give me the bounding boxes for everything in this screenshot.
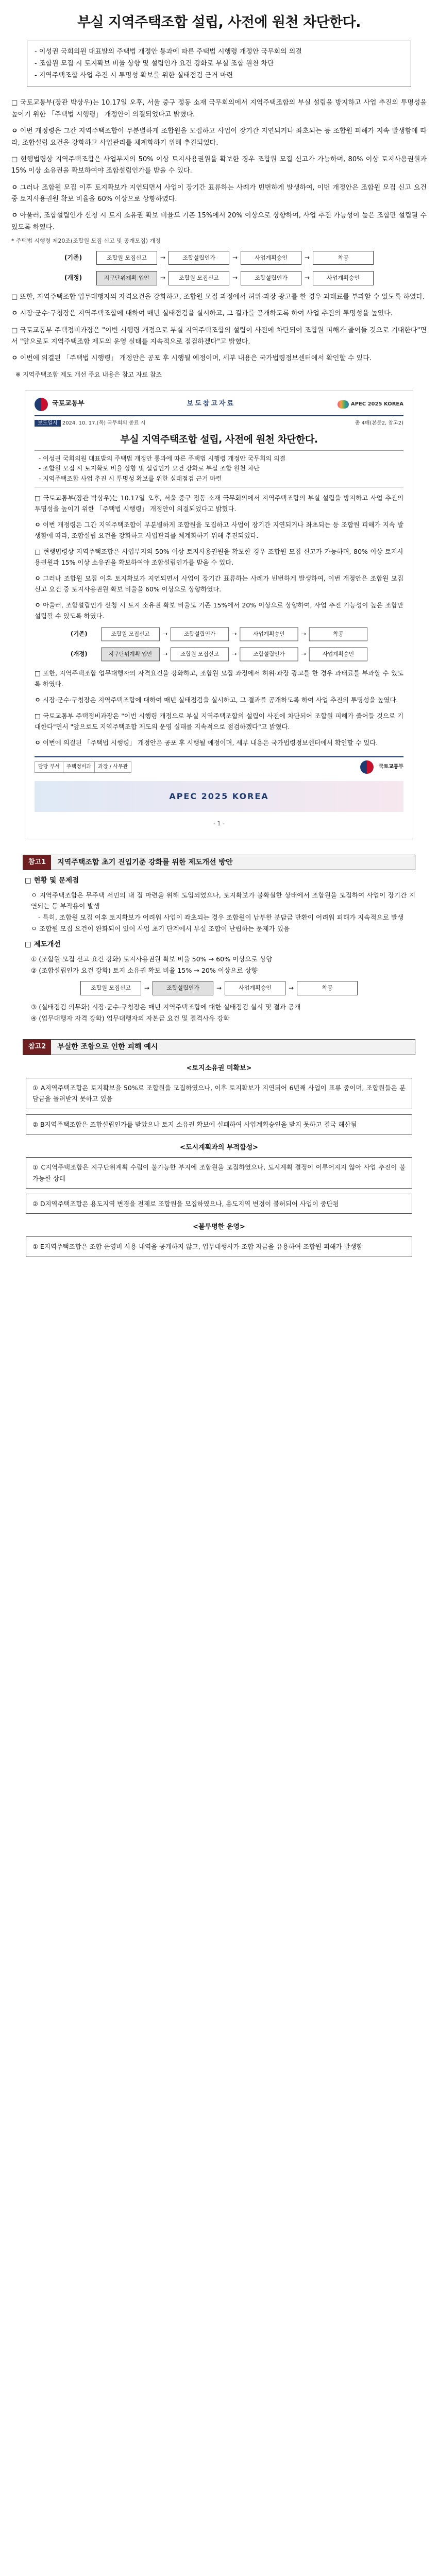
case-box: ② B지역주택조합은 조합설립인가를 받았으나 토지 소유권 확보에 실패하여 사업계획승인을 받지 못하고 결국 해산됨 [26, 1114, 412, 1134]
press-summary: - 이성권 국회의원 대표발의 주택법 개정안 통과에 따른 주택법 시행령 개정안 국무회의 의결 - 조합원 모집 시 토지확보 비율 상향 및 설립인가 요건 강화로 부실 조합 원천 차단 - 지역주택조합 사업 추진 시 투명성 확보를 위한 실태점검 근거 마련 [35, 450, 403, 487]
date-badge: 보도일시 [35, 420, 61, 427]
press-paragraph: □ 국토교통부(장관 박상우)는 10.17일 오후, 서울 중구 정동 소재 국무회의에서 지역주택조합의 부실 설립을 방지하고 사업 추진의 투명성을 높이기 위한 「주택법 시행령」 개정안이 의결되었다고 밝혔다. [35, 494, 404, 513]
press-flow-after: (개정) 지구단위계획 입안 → 조합원 모집신고 → 조합설립인가 → 사업계획승인 [42, 648, 396, 661]
list-item: ④ (업무대행자 자격 강화) 업무대행자의 자본금 요건 및 결격사유 강화 [31, 1014, 230, 1022]
apec-mark-icon [338, 400, 349, 409]
press-paragraph: □ 국토교통부 주택정비과장은 "이번 시행령 개정으로 부실 지역주택조합의 설립이 사전에 차단되어 조합원 피해가 줄어들 것으로 기대한다"면서 "앞으로도 지역주택조합 제도의 운영 실태를 지속적으로 점검하겠다"고 밝혔다. [35, 711, 403, 731]
body-paragraph: □ 국토교통부 주택정비과장은 "이번 시행령 개정으로 부실 지역주택조합의 설립이 사전에 차단되어 조합원 피해가 줄어들 것으로 기대한다"면서 "앞으로도 지역주택조합 제도의 운영 실태를 지속적으로 점검하겠다"고 밝혔다. [11, 326, 427, 346]
apec-banner: APEC 2025 KOREA [35, 781, 403, 812]
press-paragraph: □ 또한, 지역주택조합 업무대행자의 자격요건을 강화하고, 조합원 모집 과정에서 허위·과장 광고를 한 경우 과태료를 부과할 수 있도록 하였다. [35, 669, 403, 688]
page-number: - 1 - [213, 820, 225, 827]
body-paragraph: □ 현행법령상 지역주택조합은 사업부지의 50% 이상 토지사용권원을 확보한 경우 조합원 모집 신고가 가능하며, 80% 이상 토지사용권원과 15% 이상 소유권을 확보하여야 조합설립인가를 받을 수 있다. [11, 155, 427, 175]
case-box: ② D지역주택조합은 용도지역 변경을 전제로 조합원을 모집하였으나, 용도지역 변경이 불허되어 사업이 중단됨 [26, 1194, 412, 1214]
press-paragraph: ㅇ 시장·군수·구청장은 지역주택조합에 대하여 매년 실태점검을 실시하고, 그 결과를 공개하도록 하여 사업 추진의 투명성을 높였다. [35, 696, 398, 704]
press-flow-before: (기존) 조합원 모집신고 → 조합설립인가 → 사업계획승인 → 착공 [42, 627, 396, 640]
list-item: - 특히, 조합원 모집 이후 토지확보가 어려워 사업이 좌초되는 경우 조합원이 납부한 분담금 반환이 어려워 피해가 지속적으로 발생 [38, 913, 404, 922]
case-box: ① C지역주택조합은 지구단위계획 수립이 불가능한 부지에 조합원을 모집하였으나, 도시계획 결정이 이루어지지 않아 사업 추진이 불가능한 상태 [26, 1157, 412, 1188]
body-paragraph: ㅇ 그러나 조합원 모집 이후 토지확보가 지연되면서 사업이 장기간 표류하는 사례가 빈번하게 발생하여, 이번 개정안은 조합원 모집 신고 요건 중 토지사용권원 확보 비율을 60% 이상으로 상향하였다. [11, 183, 427, 203]
press-title: 부실 지역주택조합 설립, 사전에 원천 차단한다. [120, 433, 318, 445]
press-paragraph: ㅇ 그러나 조합원 모집 이후 토지확보가 지연되면서 사업이 장기간 표류하는 사례가 빈번하게 발생하여, 이번 개정안은 조합원 모집 신고 요건 중 토지사용권원 확보 비율을 60% 이상으로 상향하였다. [35, 574, 403, 594]
article-section [0, 0, 438, 380]
summary-line: - 조합원 모집 시 토지확보 비율 상향 및 설립인가 요건 강화로 부실 조합 원천 차단 [35, 59, 274, 67]
summary-line: - 이성권 국회의원 대표발의 주택법 개정안 통과에 따른 주택법 시행령 개정안 국무회의 의결 [35, 48, 302, 56]
reference-header: 참고1 지역주택조합 초기 진입기준 강화를 위한 제도개선 방안 [23, 855, 415, 870]
reference-1-section [0, 855, 438, 1024]
case-box: ① A지역주택조합은 토지확보율 50%로 조합원을 모집하였으나, 이후 토지확보가 지연되어 6년째 사업이 표류 중이며, 조합원들은 분담금을 돌려받지 못하고 있음 [26, 1078, 412, 1109]
government-emblem-icon [360, 760, 374, 774]
process-flow-before: (기존) 조합원 모집신고 → 조합설립인가 → 사업계획승인 → 착공 [11, 251, 427, 265]
press-paragraph: ㅇ 아울러, 조합설립인가 신청 시 토지 소유권 확보 비율도 기존 15%에서 20% 이상으로 상향하여, 사업 추진 가능성이 높은 조합만 설립될 수 있도록 하였다. [35, 601, 403, 620]
contact-table: 담당 부서 주택정비과 과장 / 사무관 [35, 761, 131, 773]
document-page [0, 0, 438, 1278]
section-heading: □ 제도개선 [25, 940, 61, 949]
case-category: <도시계획과의 부적합성> [180, 1143, 258, 1151]
list-item: ① (조합원 모집 신고 요건 강화) 토지사용권원 확보 비율 50% → 60% 이상으로 상향 [31, 955, 273, 963]
reference-header: 참고2 부실한 조합으로 인한 피해 예시 [23, 1039, 415, 1055]
press-paragraph: ㅇ 이번에 의결된 「주택법 시행령」 개정안은 공포 후 시행될 예정이며, 세부 내용은 국가법령정보센터에서 확인할 수 있다. [35, 739, 378, 747]
press-paragraph: ㅇ 이번 개정령은 그간 지역주택조합이 무분별하게 조합원을 모집하고 사업이 장기간 지연되거나 좌초되는 등 조합원 피해가 지속 발생함에 따라, 조합설립 요건을 강화하고 사업관리를 체계화하기 위해 추진되었다. [35, 520, 403, 539]
page-title: 부실 지역주택조합 설립, 사전에 원천 차단한다. [77, 14, 361, 30]
case-box: ① E지역주택조합은 조합 운영비 사용 내역을 공개하지 않고, 업무대행사가 조합 자금을 유용하여 조합원 피해가 발생함 [26, 1236, 412, 1257]
footnote: ※ 지역주택조합 제도 개선 주요 내용은 참고 자료 참조 [15, 370, 162, 378]
ministry-logo: 국토교통부 [35, 398, 85, 411]
list-item: ㅇ 지역주택조합은 무주택 서민의 내 집 마련을 위해 도입되었으나, 토지확보가 불확실한 상태에서 조합원을 모집하여 사업이 장기간 지연되는 등 부작용이 발생 [31, 891, 415, 910]
body-paragraph: ㅇ 이번에 의결된 「주택법 시행령」 개정안은 공포 후 시행될 예정이며, 세부 내용은 국가법령정보센터에서 확인할 수 있다. [11, 354, 372, 363]
ministry-sign: 국토교통부 [360, 760, 403, 774]
list-item: ② (조합설립인가 요건 강화) 토지 소유권 확보 비율 15% → 20% 이상으로 상향 [31, 966, 258, 974]
body-paragraph: ㅇ 이번 개정령은 그간 지역주택조합이 무분별하게 조합원을 모집하고 사업이 장기간 지연되거나 좌초되는 등 조합원 피해가 지속 발생함에 따라, 조합설립 요건을 강화하고 사업관리를 체계화하기 위해 추진되었다. [11, 127, 427, 147]
summary-box [27, 41, 411, 87]
section-heading: □ 현황 및 문제점 [25, 876, 79, 885]
press-paragraph: □ 현행법령상 지역주택조합은 사업부지의 50% 이상 토지사용권원을 확보한 경우 조합원 모집 신고가 가능하며, 80% 이상 토지사용권원과 15% 이상 소유권을 확보하여야 조합설립인가를 받을 수 있다. [35, 548, 403, 567]
note: * 주택법 시행령 제20조(조합원 모집 신고 및 공개모집) 개정 [11, 238, 161, 245]
reference-2-section [0, 1039, 438, 1257]
list-item: ③ (실태점검 의무화) 시장·군수·구청장은 매년 지역주택조합에 대한 실태점검 실시 및 결과 공개 [31, 1003, 301, 1011]
case-category: <불투명한 운영> [193, 1223, 245, 1231]
summary-line: - 지역주택조합 사업 추진 시 투명성 확보를 위한 실태점검 근거 마련 [35, 71, 233, 79]
press-footer [35, 756, 403, 774]
page-count: 총 4매(본문2, 참고2) [355, 420, 403, 426]
apec-logo: APEC 2025 KOREA [338, 400, 403, 409]
body-paragraph: □ 국토교통부(장관 박상우)는 10.17일 오후, 서울 중구 정동 소재 국무회의에서 지역주택조합의 부실 설립을 방지하고 사업 추진의 투명성을 높이기 위한 「주택법 시행령」 개정안이 의결되었다고 밝혔다. [11, 99, 427, 118]
body-paragraph: □ 또한, 지역주택조합 업무대행자의 자격요건을 강화하고, 조합원 모집 과정에서 허위·과장 광고를 한 경우 과태료를 부과할 수 있도록 하였다. [11, 293, 425, 301]
government-emblem-icon [35, 398, 48, 411]
case-category: <토지소유권 미확보> [186, 1064, 252, 1072]
press-meta: 보도일시 2024. 10. 17.(목) 국무회의 종료 시 총 4매(본문2, 참고2) [35, 419, 403, 428]
body-paragraph: ㅇ 시장·군수·구청장은 지역주택조합에 대하여 매년 실태점검을 실시하고, 그 결과를 공개하도록 하여 사업 추진의 투명성을 높였다. [11, 310, 393, 318]
press-header [35, 398, 403, 416]
body-paragraph: ㅇ 아울러, 조합설립인가 신청 시 토지 소유권 확보 비율도 기존 15%에서 20% 이상으로 상향하여, 사업 추진 가능성이 높은 조합만 설립될 수 있도록 하였다. [11, 212, 427, 231]
list-item: ㅇ 조합원 모집 요건이 완화되어 있어 사업 초기 단계에서 부실 조합이 난립하는 문제가 있음 [31, 924, 290, 933]
press-tag: 보도참고자료 [187, 400, 235, 408]
press-release-page [25, 390, 413, 839]
process-flow-after: (개정) 지구단위계획 입안 → 조합원 모집신고 → 조합설립인가 → 사업계획승인 [11, 271, 427, 285]
reference-flow: 조합원 모집신고 → 조합설립인가 → 사업계획승인 → 착공 [23, 981, 415, 995]
